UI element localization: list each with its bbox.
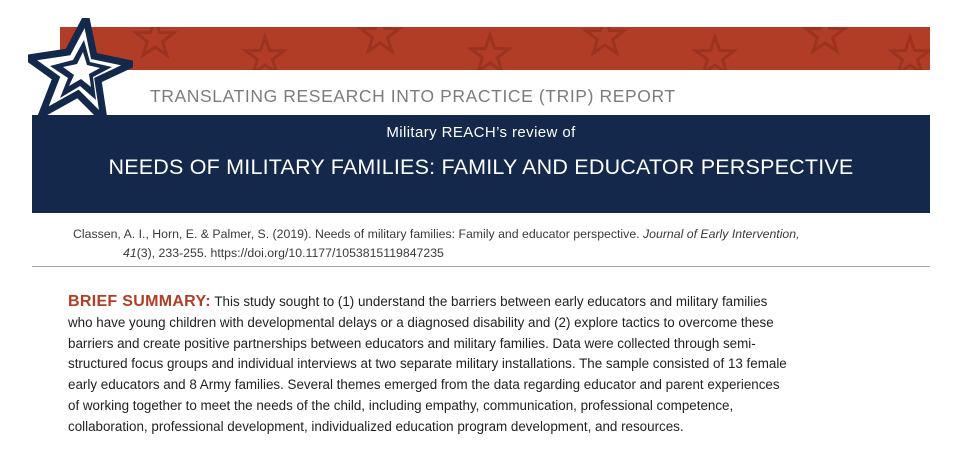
summary-line: who have young children with developmental delays or a diagnosed disability and (2) explore tactics to overcome these [68, 314, 774, 330]
summary-line-text: This study sought to (1) understand the barriers between early educators and military families [210, 294, 768, 309]
summary-label: BRIEF SUMMARY: [68, 293, 211, 310]
summary-line: barriers and create positive partnerships between educators and military families. Data were collected through semi- [68, 335, 756, 351]
banner-subtitle: Military REACH’s review of [386, 124, 576, 141]
page-title: NEEDS OF MILITARY FAMILIES: FAMILY AND EDUCATOR PERSPECTIVE [108, 155, 854, 179]
citation [73, 225, 913, 262]
summary-line: of working together to meet the needs of the child, including empathy, communication, professional competence, [68, 397, 734, 413]
citation-issue-pages: (3), 233-255. https://doi.org/10.1177/1053815119847235 [136, 245, 444, 260]
summary-line: structured focus groups and individual interviews at two separate military installations. The sample consisted of 13 female [68, 356, 787, 372]
citation-volume: 41 [123, 245, 137, 260]
red-band-stars [60, 27, 930, 70]
title-banner [32, 115, 930, 213]
citation-continuation [73, 244, 913, 263]
citation-text: Classen, A. I., Horn, E. & Palmer, S. (2019). Needs of military families: Family and educator perspective. [73, 227, 643, 241]
citation-journal: Journal of Early Intervention, [643, 227, 800, 241]
report-series-label: TRANSLATING RESEARCH INTO PRACTICE (TRIP) REPORT [150, 86, 676, 106]
summary-line [68, 292, 948, 313]
summary-line: collaboration, professional development, individualized education program development, and resources. [68, 418, 684, 434]
decorative-red-star-band [60, 27, 930, 70]
section-divider [32, 266, 930, 267]
brief-summary [68, 292, 948, 438]
summary-line: early educators and 8 Army families. Several themes emerged from the data regarding educator and parent experiences [68, 377, 780, 393]
star-logo-icon [28, 18, 133, 123]
